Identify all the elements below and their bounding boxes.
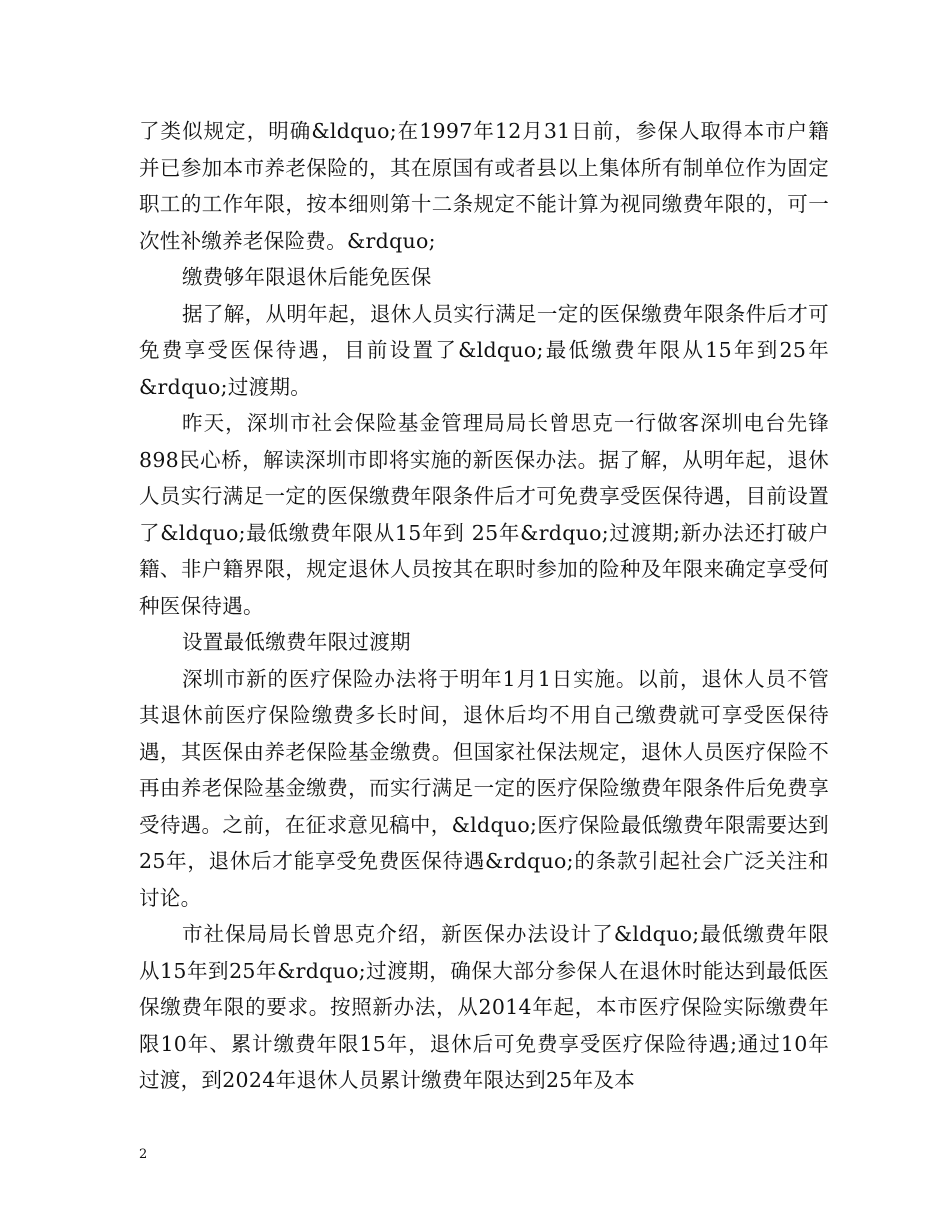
paragraph: 据了解，从明年起，退休人员实行满足一定的医保缴费年限条件后才可免费享受医保待遇，目前设置了&ldquo;最低缴费年限从15年到25年&rdquo;过渡期。 bbox=[139, 301, 829, 399]
section-heading: 设置最低缴费年限过渡期 bbox=[182, 630, 411, 654]
page-number: 2 bbox=[139, 1147, 148, 1162]
paragraph: 深圳市新的医疗保险办法将于明年1月1日实施。以前，退休人员不管其退休前医疗保险缴费多长时间，退休后均不用自己缴费就可享受医保待遇，其医保由养老保险基金缴费。但国家社保法规定，退休人员医疗保险不再由养老保险基金缴费，而实行满足一定的医疗保险缴费年限条件后免费享受待遇。之前，在征求意见稿中，&ldquo;医疗保险最低缴费年限需要达到25年，退休后才能享受免费医保待遇&rdquo;的条款引起社会广泛关注和讨论。 bbox=[139, 666, 829, 910]
paragraph: 市社保局局长曾思克介绍，新医保办法设计了&ldquo;最低缴费年限从15年到25年&rdquo;过渡期，确保大部分参保人在退休时能达到最低医保缴费年限的要求。按照新办法，从2014年起，本市医疗保险实际缴费年限10年、累计缴费年限15年，退休后可免费享受医疗保险待遇;通过10年过渡，到2024年退休人员累计缴费年限达到25年及本 bbox=[139, 922, 829, 1092]
paragraph: 昨天，深圳市社会保险基金管理局局长曾思克一行做客深圳电台先锋898民心桥，解读深圳市即将实施的新医保办法。据了解，从明年起，退休人员实行满足一定的医保缴费年限条件后才可免费享受医保待遇，目前设置了&ldquo;最低缴费年限从15年到 25年&rdquo;过渡期;新办法还打破户籍、非户籍界限，规定退休人员按其在职时参加的险种及年限来确定享受何种医保待遇。 bbox=[139, 411, 829, 618]
document-body bbox=[139, 113, 829, 1099]
paragraph-continuation: 了类似规定，明确&ldquo;在1997年12月31日前，参保人取得本市户籍并已参加本市养老保险的，其在原国有或者县以上集体所有制单位作为固定职工的工作年限，按本细则第十二条规定不能计算为视同缴费年限的，可一次性补缴养老保险费。&rdquo; bbox=[139, 119, 829, 253]
section-heading: 缴费够年限退休后能免医保 bbox=[182, 265, 432, 289]
